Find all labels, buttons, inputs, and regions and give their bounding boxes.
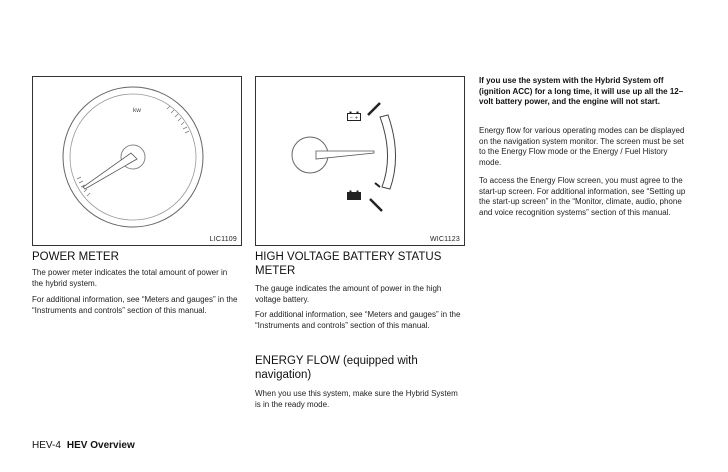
- power-meter-figure: [32, 76, 242, 246]
- battery-status-heading: HIGH VOLTAGE BATTERY STATUS METER: [255, 251, 442, 277]
- energy-flow-access-paragraph: To access the Energy Flow screen, you must agree to the start-up screen. For additional information, see “Setting up the start-up screen” in the “Monitor, climate, audio, phone and voice recognition systems” section of this manual.: [479, 176, 686, 217]
- energy-flow-heading: ENERGY FLOW (equipped with navigation): [255, 355, 418, 381]
- energy-flow-paragraph-1: When you use this system, make sure the Hybrid System is in the ready mode.: [255, 389, 458, 409]
- battery-gauge-illustration: [256, 77, 464, 245]
- power-meter-unit-label: kw: [133, 107, 141, 114]
- power-meter-figure-code: LIC1109: [209, 236, 237, 243]
- energy-flow-modes-paragraph: Energy flow for various operating modes can be displayed on the navigation system monitor. The screen must be set to the Energy Flow mode or the Energy / Fuel History mode.: [479, 126, 685, 167]
- power-meter-heading: POWER METER: [32, 251, 119, 263]
- battery-status-paragraph-1: The gauge indicates the amount of power in the high voltage battery.: [255, 284, 442, 304]
- section-title: HEV Overview: [66, 440, 135, 451]
- page-number: HEV-4: [32, 440, 61, 451]
- battery-full-icon: [347, 111, 361, 121]
- battery-status-paragraph-2: For additional information, see “Meters and gauges” in the “Instruments and controls” section of this manual.: [255, 310, 461, 330]
- power-meter-paragraph-2: For additional information, see “Meters and gauges” in the “Instruments and controls” section of this manual.: [32, 295, 238, 315]
- battery-gauge-figure-code: WIC1123: [429, 236, 460, 243]
- hybrid-warning-note: If you use the system with the Hybrid System off (ignition ACC) for a long time, it will use up all the 12–volt battery power, and the engine will not start.: [479, 76, 684, 107]
- page-footer: [32, 440, 135, 451]
- svg-text:−: −: [350, 115, 353, 121]
- power-meter-paragraph-1: The power meter indicates the total amount of power in the hybrid system.: [32, 268, 228, 288]
- battery-low-icon: [347, 190, 361, 200]
- battery-gauge-figure: [255, 76, 465, 246]
- svg-text:+: +: [355, 115, 358, 121]
- power-meter-illustration: [33, 77, 241, 245]
